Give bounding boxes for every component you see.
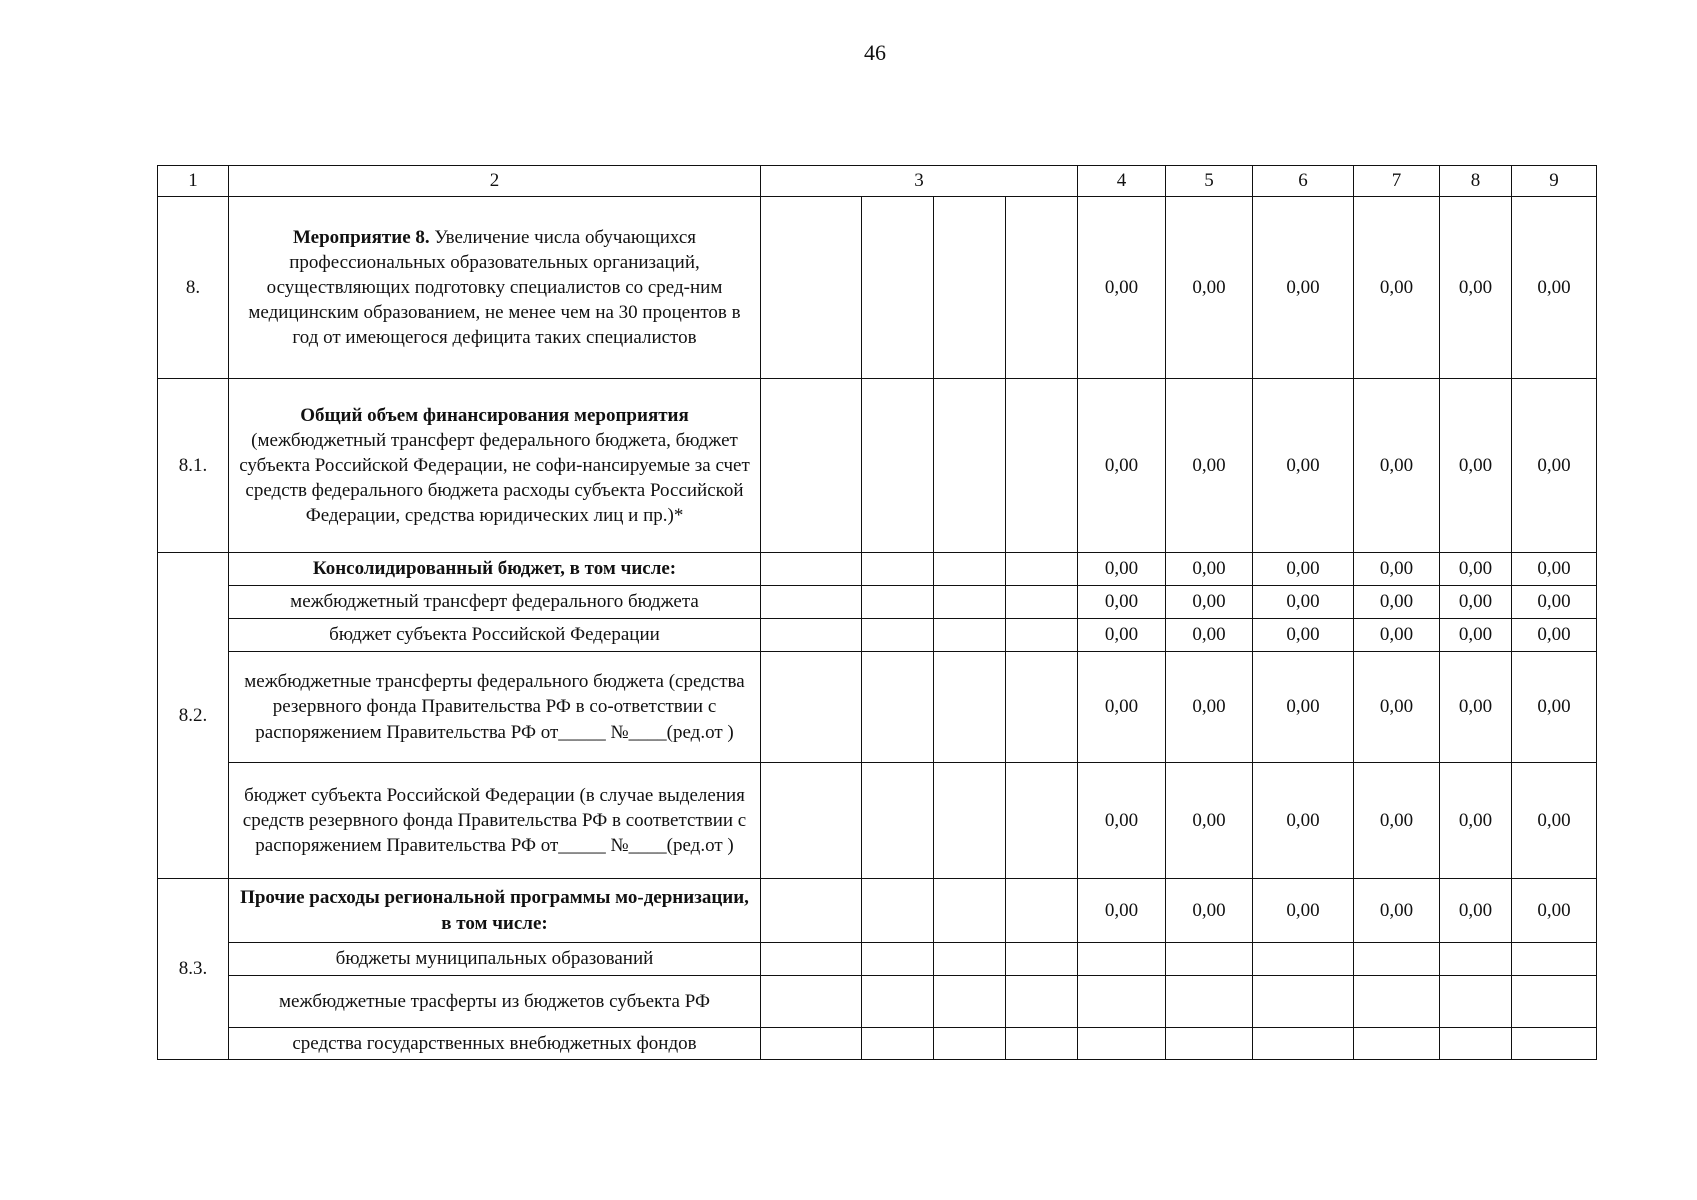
- empty-cell: [862, 197, 934, 379]
- value-cell: 0,00: [1078, 763, 1166, 879]
- empty-cell: [761, 943, 862, 976]
- table-row: [158, 1028, 1597, 1060]
- table-row: [158, 197, 1597, 379]
- value-cell: 0,00: [1440, 379, 1512, 553]
- value-cell: 0,00: [1440, 586, 1512, 619]
- empty-cell: [934, 379, 1006, 553]
- value-cell: [1166, 1028, 1253, 1060]
- empty-cell: [862, 976, 934, 1028]
- row-description-bold: Прочие расходы региональной программы мо-дернизации, в том числе:: [240, 887, 749, 934]
- empty-cell: [934, 619, 1006, 652]
- value-cell: 0,00: [1354, 763, 1440, 879]
- value-cell: 0,00: [1253, 379, 1354, 553]
- row-description: бюджет субъекта Российской Федерации: [229, 619, 761, 652]
- header-cell: 3: [761, 166, 1078, 197]
- empty-cell: [1006, 619, 1078, 652]
- table-row: [158, 586, 1597, 619]
- value-cell: 0,00: [1512, 652, 1597, 763]
- row-description-text: (межбюджетный трансферт федерального бюджета, бюджет субъекта Российской Федерации, не софи-нансируемые за счет средств федерального бюджета расходы субъекта Российской Федерации, средства юридических лиц и пр.)*: [239, 429, 750, 527]
- header-cell: 2: [229, 166, 761, 197]
- table-row: [158, 553, 1597, 586]
- table-row: [158, 379, 1597, 553]
- table-row: [158, 943, 1597, 976]
- empty-cell: [761, 976, 862, 1028]
- row-number: 8.3.: [158, 879, 229, 1060]
- empty-cell: [761, 553, 862, 586]
- table-header-row: [158, 166, 1597, 197]
- empty-cell: [934, 586, 1006, 619]
- empty-cell: [761, 619, 862, 652]
- row-description: [229, 879, 761, 943]
- empty-cell: [934, 943, 1006, 976]
- empty-cell: [934, 652, 1006, 763]
- empty-cell: [934, 879, 1006, 943]
- header-cell: 1: [158, 166, 229, 197]
- row-number: 8.: [158, 197, 229, 379]
- value-cell: 0,00: [1440, 197, 1512, 379]
- empty-cell: [761, 1028, 862, 1060]
- value-cell: 0,00: [1512, 379, 1597, 553]
- value-cell: 0,00: [1166, 652, 1253, 763]
- row-number: 8.1.: [158, 379, 229, 553]
- row-description: [229, 197, 761, 379]
- row-description-bold: Общий объем финансирования мероприятия: [300, 404, 689, 426]
- value-cell: 0,00: [1166, 879, 1253, 943]
- value-cell: 0,00: [1166, 763, 1253, 879]
- row-description: бюджет субъекта Российской Федерации (в случае выделения средств резервного фонда Правительства РФ в соответствии с распоряжением Правительства РФ от_____ №____(ред.от ): [229, 763, 761, 879]
- value-cell: 0,00: [1078, 553, 1166, 586]
- row-description: [229, 553, 761, 586]
- value-cell: 0,00: [1440, 553, 1512, 586]
- empty-cell: [1006, 197, 1078, 379]
- header-cell: 8: [1440, 166, 1512, 197]
- row-description: межбюджетный трансферт федерального бюджета: [229, 586, 761, 619]
- row-description: межбюджетные трансферты федерального бюджета (средства резервного фонда Правительства РФ в со-ответствии с распоряжением Правительства РФ от_____ №____(ред.от ): [229, 652, 761, 763]
- value-cell: 0,00: [1354, 553, 1440, 586]
- value-cell: 0,00: [1440, 652, 1512, 763]
- table-row: [158, 879, 1597, 943]
- header-cell: 9: [1512, 166, 1597, 197]
- value-cell: [1078, 976, 1166, 1028]
- value-cell: 0,00: [1354, 879, 1440, 943]
- value-cell: 0,00: [1512, 586, 1597, 619]
- value-cell: 0,00: [1166, 553, 1253, 586]
- value-cell: [1512, 1028, 1597, 1060]
- empty-cell: [862, 763, 934, 879]
- row-description: [229, 379, 761, 553]
- empty-cell: [761, 763, 862, 879]
- table-row: [158, 619, 1597, 652]
- value-cell: 0,00: [1078, 652, 1166, 763]
- value-cell: [1354, 976, 1440, 1028]
- empty-cell: [862, 586, 934, 619]
- value-cell: 0,00: [1253, 586, 1354, 619]
- value-cell: 0,00: [1253, 763, 1354, 879]
- value-cell: [1354, 1028, 1440, 1060]
- table-row: [158, 763, 1597, 879]
- empty-cell: [934, 1028, 1006, 1060]
- empty-cell: [862, 619, 934, 652]
- value-cell: 0,00: [1354, 379, 1440, 553]
- value-cell: 0,00: [1354, 586, 1440, 619]
- value-cell: 0,00: [1253, 619, 1354, 652]
- empty-cell: [862, 652, 934, 763]
- value-cell: 0,00: [1078, 879, 1166, 943]
- header-cell: 7: [1354, 166, 1440, 197]
- value-cell: 0,00: [1166, 586, 1253, 619]
- value-cell: [1166, 976, 1253, 1028]
- empty-cell: [934, 763, 1006, 879]
- funding-table: [157, 165, 1597, 1060]
- empty-cell: [761, 879, 862, 943]
- value-cell: 0,00: [1354, 652, 1440, 763]
- value-cell: 0,00: [1354, 619, 1440, 652]
- value-cell: [1253, 1028, 1354, 1060]
- header-cell: 4: [1078, 166, 1166, 197]
- empty-cell: [761, 652, 862, 763]
- value-cell: 0,00: [1440, 879, 1512, 943]
- value-cell: [1512, 943, 1597, 976]
- value-cell: [1078, 1028, 1166, 1060]
- page-number: 46: [864, 40, 886, 65]
- empty-cell: [934, 553, 1006, 586]
- value-cell: 0,00: [1078, 619, 1166, 652]
- value-cell: 0,00: [1354, 197, 1440, 379]
- empty-cell: [1006, 379, 1078, 553]
- value-cell: 0,00: [1512, 197, 1597, 379]
- empty-cell: [1006, 586, 1078, 619]
- value-cell: [1354, 943, 1440, 976]
- row-number: 8.2.: [158, 553, 229, 879]
- empty-cell: [862, 553, 934, 586]
- table-row: [158, 652, 1597, 763]
- value-cell: 0,00: [1078, 586, 1166, 619]
- value-cell: 0,00: [1166, 379, 1253, 553]
- table-row: [158, 976, 1597, 1028]
- empty-cell: [1006, 553, 1078, 586]
- value-cell: 0,00: [1078, 379, 1166, 553]
- empty-cell: [1006, 976, 1078, 1028]
- empty-cell: [761, 379, 862, 553]
- empty-cell: [1006, 1028, 1078, 1060]
- empty-cell: [1006, 652, 1078, 763]
- value-cell: 0,00: [1440, 619, 1512, 652]
- empty-cell: [862, 879, 934, 943]
- value-cell: 0,00: [1166, 619, 1253, 652]
- value-cell: 0,00: [1512, 619, 1597, 652]
- value-cell: 0,00: [1253, 553, 1354, 586]
- value-cell: [1440, 976, 1512, 1028]
- value-cell: 0,00: [1166, 197, 1253, 379]
- value-cell: [1440, 1028, 1512, 1060]
- empty-cell: [1006, 943, 1078, 976]
- value-cell: [1253, 943, 1354, 976]
- row-description: бюджеты муниципальных образований: [229, 943, 761, 976]
- value-cell: 0,00: [1440, 763, 1512, 879]
- empty-cell: [761, 197, 862, 379]
- value-cell: 0,00: [1253, 652, 1354, 763]
- value-cell: 0,00: [1512, 763, 1597, 879]
- value-cell: 0,00: [1253, 879, 1354, 943]
- header-cell: 5: [1166, 166, 1253, 197]
- row-description-text: Увеличение числа обучающихся профессиональных образовательных организаций, осуществляющих подготовку специалистов со сред-ним медицинским образованием, не менее чем на 30 процентов в год от имеющегося дефицита таких специалистов: [248, 226, 741, 349]
- value-cell: 0,00: [1512, 879, 1597, 943]
- row-description-bold: Мероприятие 8.: [292, 226, 430, 248]
- empty-cell: [934, 976, 1006, 1028]
- row-description-bold: Консолидированный бюджет, в том числе:: [312, 558, 677, 580]
- value-cell: [1078, 943, 1166, 976]
- empty-cell: [862, 1028, 934, 1060]
- value-cell: [1253, 976, 1354, 1028]
- empty-cell: [934, 197, 1006, 379]
- row-description: средства государственных внебюджетных фондов: [229, 1028, 761, 1060]
- value-cell: 0,00: [1253, 197, 1354, 379]
- row-description: межбюджетные трасферты из бюджетов субъекта РФ: [229, 976, 761, 1028]
- empty-cell: [761, 586, 862, 619]
- empty-cell: [1006, 879, 1078, 943]
- header-cell: 6: [1253, 166, 1354, 197]
- value-cell: [1166, 943, 1253, 976]
- value-cell: [1440, 943, 1512, 976]
- empty-cell: [862, 943, 934, 976]
- value-cell: 0,00: [1078, 197, 1166, 379]
- empty-cell: [862, 379, 934, 553]
- value-cell: [1512, 976, 1597, 1028]
- value-cell: 0,00: [1512, 553, 1597, 586]
- empty-cell: [1006, 763, 1078, 879]
